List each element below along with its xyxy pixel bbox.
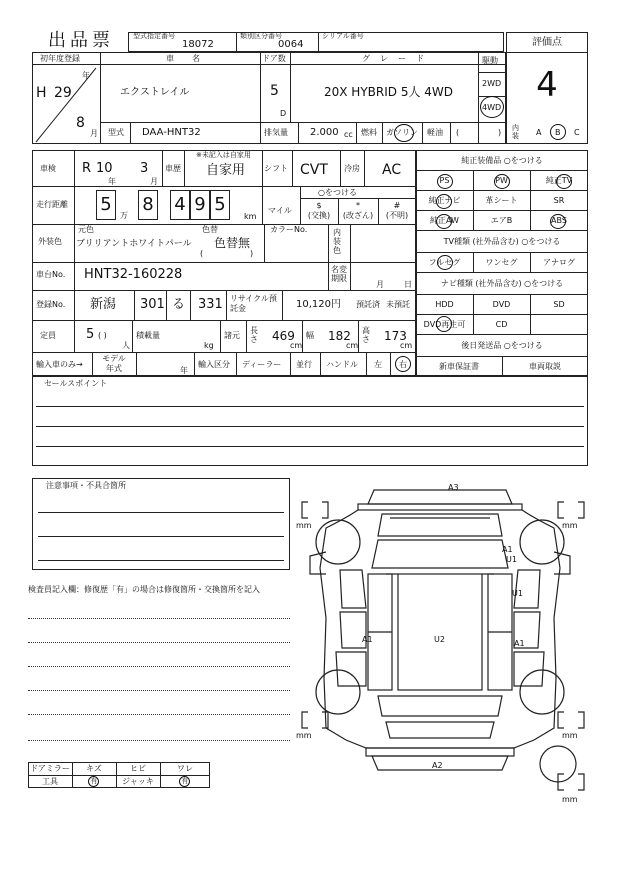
interior-b: B <box>555 128 561 137</box>
fuel-label: 燃料 <box>361 128 377 137</box>
history-note: ※未記入は自家用 <box>196 151 251 159</box>
score-label: 評価点 <box>532 37 562 48</box>
mark-a1-front-right: A1 <box>502 545 513 554</box>
color-paren-open: ( <box>200 249 204 258</box>
swap-label: (交換) <box>307 211 331 220</box>
handle-left: 左 <box>374 360 382 369</box>
mark-u1-right: U1 <box>512 589 523 598</box>
capacity: 5 <box>86 327 95 342</box>
model-year-label: モデル年式 <box>102 354 126 373</box>
import-label: 輸入車のみ→ <box>36 360 83 369</box>
doors: 5 <box>270 83 279 99</box>
dims-label: 諸元 <box>224 331 240 340</box>
length: 469 <box>272 329 295 343</box>
inspection-label: 車検 <box>40 164 56 173</box>
sales-point-label: セールスポイント <box>44 379 108 388</box>
navi-title: ナビ種類 (社外品含む) ○をつける <box>440 279 564 288</box>
mileage-digit: 9 <box>194 194 206 215</box>
page-title: 出品票 <box>48 30 114 51</box>
drive-2wd: 2WD <box>482 79 502 88</box>
handle-label: ハンドル <box>326 360 358 369</box>
inspection-month-unit: 月 <box>150 177 158 186</box>
name-change-label: 名変期限 <box>331 265 347 283</box>
mm-front-left: mm <box>296 521 312 530</box>
unknown-symbol: # <box>393 201 401 210</box>
shift-label: シフト <box>264 164 288 173</box>
acc-header-crack: ヒビ <box>130 764 146 773</box>
tamper-label: (改ざん) <box>342 211 374 220</box>
equipment-title: 純正装備品 ○をつける <box>461 156 543 165</box>
parallel: 並行 <box>296 360 312 369</box>
first-reg-year: 29 <box>54 85 72 101</box>
class-no: 0064 <box>278 39 304 50</box>
car-name: エクストレイル <box>120 87 190 98</box>
recycle-label: リサイクル預託金 <box>230 294 277 313</box>
navi-sd: SD <box>553 300 565 309</box>
equip-aw: 純正AW <box>430 216 459 225</box>
equip-abs: ABS <box>551 216 567 225</box>
model-cert-label: 型式指定番号 <box>133 32 175 40</box>
acc-tool-mark: 有 <box>90 777 98 785</box>
interior-color-label: 内装色 <box>333 228 341 255</box>
fuel-light: 軽油 <box>427 128 443 137</box>
tv-fullseg-circle <box>437 255 453 270</box>
equip-aw-circle <box>436 214 452 229</box>
name-change-month: 月 <box>376 280 384 289</box>
mm-rear-right: mm <box>562 731 578 740</box>
door-type: D <box>280 109 287 118</box>
first-reg-month-unit: 月 <box>90 129 98 138</box>
displacement: 2.000 <box>310 127 339 138</box>
tv-title: TV種類 (社外品含む) ○をつける <box>443 237 561 246</box>
grade-label: グレード <box>362 54 434 63</box>
dealer: ディーラー <box>242 360 282 369</box>
name-change-day: 日 <box>404 280 412 289</box>
reg-class: 301 <box>140 297 165 312</box>
equip-tv: 純正TV <box>545 176 573 185</box>
equip-sr: SR <box>553 196 565 205</box>
capacity-label: 定員 <box>40 331 56 340</box>
reg-num: 331 <box>198 297 223 312</box>
navi-dvd: DVD <box>492 300 511 309</box>
orig-color-label: 元色 <box>78 225 94 234</box>
cooler-label: 冷房 <box>344 164 360 173</box>
model-label: 型式 <box>108 128 124 137</box>
reg-label: 登録No. <box>36 300 66 309</box>
swap-symbol: $ <box>316 201 322 210</box>
cc-unit: cc <box>344 130 353 139</box>
equip-navi: 純正ナビ <box>428 196 461 205</box>
equip-ps-circle <box>437 174 453 189</box>
fuel-gas: ガソリン <box>386 128 418 137</box>
length-cm: cm <box>290 341 303 350</box>
mark-a3: A3 <box>448 483 459 492</box>
interior-b-circle <box>550 124 566 140</box>
acc-tool-circle <box>88 776 99 787</box>
navi-hdd: HDD <box>435 300 454 309</box>
acc-jack-circle <box>179 776 190 787</box>
mile-circle-note: ○をつける <box>318 188 357 197</box>
recycle-not: 未預託 <box>386 300 410 309</box>
mm-rear-left: mm <box>296 731 312 740</box>
load-label: 積載量 <box>136 331 160 340</box>
recycle-done: 預託済 <box>356 300 380 309</box>
acc-header-mirror: ドアミラー <box>30 764 70 773</box>
grade: 20X HYBRID 5人 4WD <box>324 85 454 99</box>
cooler: AC <box>382 162 402 178</box>
score-value: 4 <box>536 65 558 105</box>
import-class-label: 輸入区分 <box>198 360 230 369</box>
tv-analog: アナログ <box>543 258 575 267</box>
drive-4wd: 4WD <box>482 103 502 112</box>
model: DAA-HNT32 <box>142 127 201 138</box>
mileage-man: 万 <box>120 211 128 220</box>
reg-area: 新潟 <box>90 297 117 312</box>
equip-pw-circle <box>494 174 510 189</box>
drive-4wd-circle <box>480 96 504 118</box>
length-label: 長さ <box>250 326 258 344</box>
shift: CVT <box>300 162 328 178</box>
drive-label: 駆動 <box>482 56 498 65</box>
acc-tool-label: 工具 <box>42 777 58 786</box>
equip-tv-circle <box>556 174 572 189</box>
interior-label: 内装 <box>512 124 519 140</box>
navi-dvd-play-circle <box>436 316 452 332</box>
chassis: HNT32-160228 <box>84 267 183 282</box>
mark-a1-right: A1 <box>514 639 525 648</box>
equip-navi-circle <box>436 194 452 209</box>
door-label: ドア数 <box>262 54 286 63</box>
class-label: 類別区分番号 <box>240 32 282 40</box>
mark-u1-front-right: U1 <box>506 555 517 564</box>
fuel-paren: ( <box>456 128 460 137</box>
mark-a1-left: A1 <box>362 635 373 644</box>
mm-spare: mm <box>562 795 578 804</box>
unknown-label: (不明) <box>385 211 409 220</box>
acc-header-break: ワレ <box>177 764 193 773</box>
tv-oneseg: ワンセグ <box>485 258 518 267</box>
mark-u2-roof: U2 <box>434 635 445 644</box>
height: 173 <box>384 329 407 343</box>
width-cm: cm <box>346 341 359 350</box>
later-title: 後日発送品 ○をつける <box>461 341 543 350</box>
mileage-digit: 5 <box>100 194 112 215</box>
fuel-gas-circle <box>394 124 414 142</box>
navi-dvd-play: DVD再生可 <box>423 320 466 329</box>
height-cm: cm <box>400 341 413 350</box>
interior-a: A <box>536 128 542 137</box>
notes-box <box>32 478 290 570</box>
equip-pw: PW <box>495 176 508 185</box>
height-label: 高さ <box>362 326 370 344</box>
width: 182 <box>328 329 351 343</box>
model-cert-no: 18072 <box>182 39 214 50</box>
inspection-era: R <box>82 161 92 176</box>
interior-c: C <box>574 128 580 137</box>
notes-label: 注意事項・不具合箇所 <box>46 481 126 490</box>
inspection-month: 3 <box>140 161 149 176</box>
capacity-person: 人 <box>122 341 130 350</box>
inspector-label: 検査員記入欄：修復歴「有」の場合は修復箇所・交換箇所を記入 <box>28 585 260 594</box>
navi-cd: CD <box>495 320 508 329</box>
reg-kana: る <box>172 297 186 312</box>
orig-color: ブリリアントホワイトパール <box>76 239 192 249</box>
color-paren-close: ) <box>250 249 254 258</box>
mark-a2: A2 <box>432 761 443 770</box>
first-reg-label: 初年度登録 <box>40 54 80 63</box>
load-kg: kg <box>204 341 214 350</box>
tv-fullseg: フルセグ <box>428 258 461 267</box>
history-label: 車歴 <box>165 164 181 173</box>
inspection-year: 10 <box>96 161 113 176</box>
handle-right-circle <box>395 356 411 372</box>
color-code-label: カラーNo. <box>270 225 308 234</box>
color-change: 色替無 <box>214 236 251 250</box>
fuel-paren-close: ) <box>498 128 502 137</box>
mm-front-right: mm <box>562 521 578 530</box>
tamper-symbol: * <box>356 201 360 210</box>
acc-jack-label: ジャッキ <box>122 777 154 786</box>
first-reg-era: H <box>36 85 47 101</box>
equip-ps: PS <box>439 176 450 185</box>
color-change-label: 色替 <box>202 225 218 234</box>
first-reg-month: 8 <box>76 115 85 131</box>
mileage-digit: 4 <box>174 194 186 215</box>
sales-point-box <box>32 376 588 466</box>
car-damage-diagram <box>286 478 594 814</box>
equip-leather: 革シート <box>485 196 518 205</box>
serial-label: シリアル番号 <box>322 32 364 40</box>
recycle-amount: 10,120円 <box>296 299 341 310</box>
car-name-label: 車名 <box>166 54 218 63</box>
acc-header-scratch: キズ <box>86 764 102 773</box>
color-label: 外装色 <box>38 237 62 246</box>
handle-right: 右 <box>399 360 407 369</box>
chassis-label: 車台No. <box>36 270 66 279</box>
capacity-paren: ( ) <box>98 331 107 340</box>
later-manual: 車両取説 <box>529 362 561 371</box>
history: 自家用 <box>206 163 246 178</box>
equip-airbag: エアB <box>490 216 513 225</box>
width-label: 幅 <box>306 331 314 340</box>
model-year-unit: 年 <box>180 366 188 375</box>
mileage-label: 走行距離 <box>36 200 68 209</box>
equip-abs-circle <box>550 214 566 229</box>
mile-label: マイル <box>268 206 292 215</box>
displacement-label: 排気量 <box>264 128 288 137</box>
later-warranty: 新車保証書 <box>439 362 479 371</box>
mileage-digit: 8 <box>142 194 154 215</box>
mileage-km: km <box>244 212 257 221</box>
mileage-digit: 5 <box>214 194 226 215</box>
acc-jack-mark: 有 <box>181 777 189 785</box>
first-reg-year-unit: 年 <box>82 71 90 80</box>
inspection-year-unit: 年 <box>108 177 116 186</box>
